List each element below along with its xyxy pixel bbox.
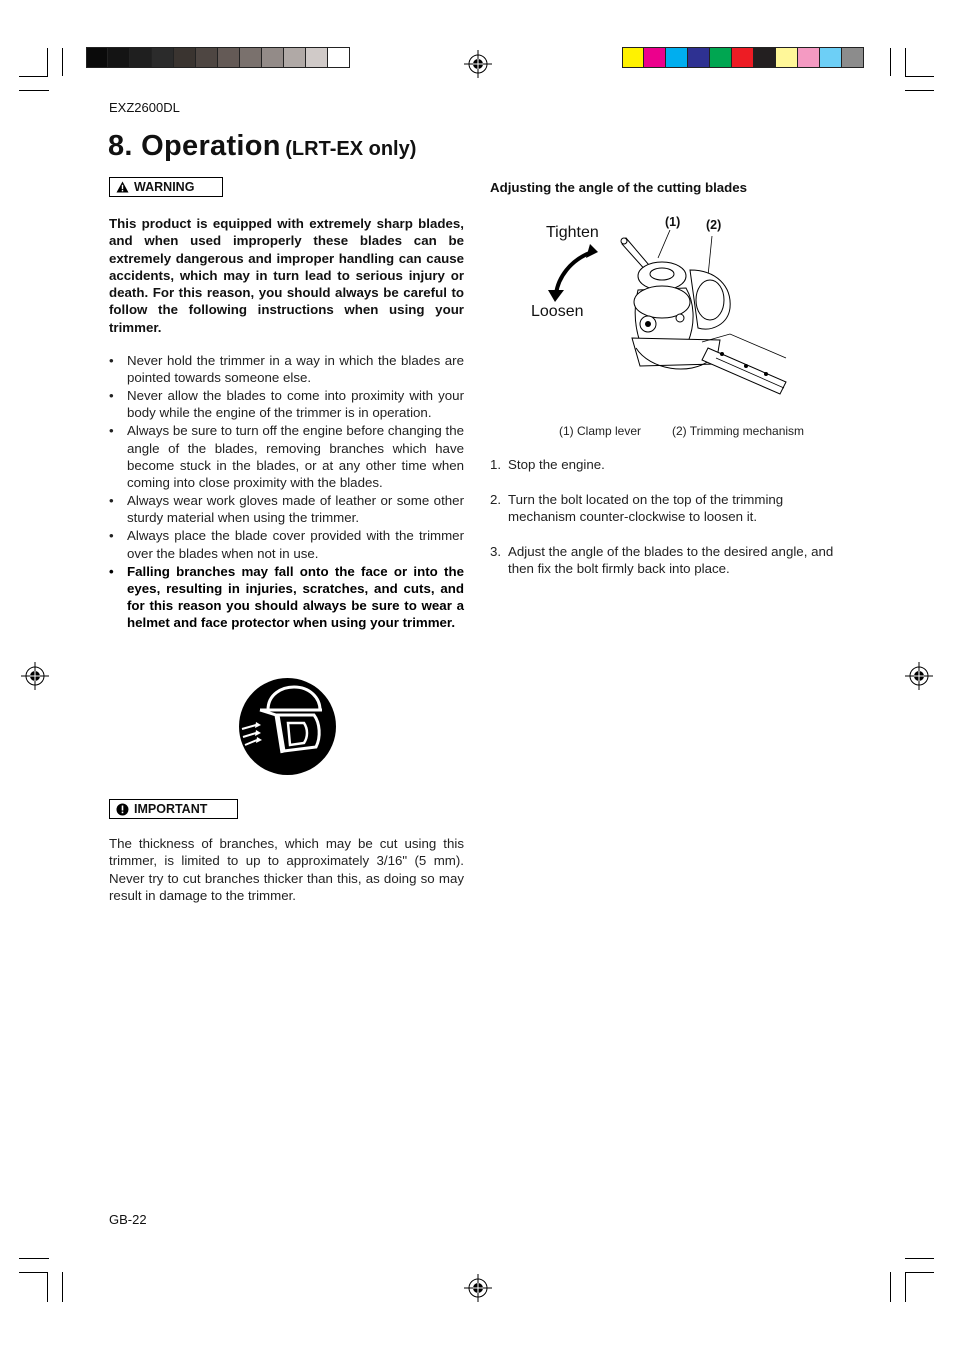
step-text: Adjust the angle of the blades to the desired angle, and then fix the bolt firmly back into place. (508, 543, 834, 576)
list-item (490, 491, 850, 526)
crop-mark (905, 76, 934, 77)
figure-label-tighten: Tighten (546, 224, 599, 241)
crop-mark (905, 1258, 934, 1259)
color-swatch (798, 47, 820, 68)
step-text: Stop the engine. (508, 457, 605, 472)
list-item: • Always be sure to turn off the engine before changing the angle of the blades, removing branches which have become stuck in the blades, or at any other time when coming into close proximity with the blades. (109, 422, 464, 491)
warning-list (109, 352, 464, 632)
registration-mark-icon (464, 50, 492, 78)
crop-mark (47, 48, 48, 76)
color-swatch (688, 47, 710, 68)
list-item: • Always place the blade cover provided with the trimmer over the blades when not in use. (109, 527, 464, 562)
clamp-lever-diagram (540, 230, 790, 410)
crop-mark (19, 1272, 48, 1273)
step-number: 1. (490, 457, 502, 472)
warning-triangle-icon (116, 181, 129, 193)
helmet-face-protector-icon (238, 677, 337, 776)
color-swatch (174, 47, 196, 68)
crop-mark (890, 1272, 891, 1302)
crop-mark (905, 48, 906, 76)
list-item (490, 456, 850, 474)
step-number: 2. (490, 491, 502, 507)
color-swatch (152, 47, 174, 68)
list-item: • Never hold the trimmer in a way in which the blades are pointed towards someone else. (109, 352, 464, 387)
color-swatch (622, 47, 644, 68)
warning-badge (109, 177, 223, 197)
section-heading: Adjusting the angle of the cutting blades (490, 180, 748, 195)
color-swatch (306, 47, 328, 68)
color-swatch (86, 47, 108, 68)
figure-label-loosen: Loosen (531, 303, 584, 320)
figure-caption-2: (2) Trimming mechanism (672, 424, 805, 438)
crop-mark (19, 1258, 49, 1259)
grayscale-calibration-bar (86, 47, 350, 68)
registration-mark-icon (21, 662, 49, 690)
important-text: The thickness of branches, which may be cut using this trimmer, is limited to up to approximately 3/16" (5 mm). Never try to cut branches thicker than this, as doing so may result in damage to the trimmer. (109, 836, 464, 903)
crop-mark (62, 48, 63, 76)
color-swatch (710, 47, 732, 68)
figure-caption-1: (1) Clamp lever (559, 424, 642, 438)
crop-mark (47, 1272, 48, 1302)
title-main: 8. Operation (108, 130, 281, 162)
color-swatch (842, 47, 864, 68)
exclamation-circle-icon (116, 803, 129, 816)
list-item (490, 543, 850, 578)
color-swatch (130, 47, 152, 68)
callout-2: (2) (706, 218, 722, 232)
crop-mark (890, 48, 891, 76)
color-swatch (218, 47, 240, 68)
list-item: • Always wear work gloves made of leather or some other sturdy material when using the trimmer. (109, 492, 464, 527)
color-swatch (284, 47, 306, 68)
color-swatch (754, 47, 776, 68)
callout-1: (1) (665, 215, 681, 229)
registration-mark-icon (905, 662, 933, 690)
color-swatch (196, 47, 218, 68)
title-sub: (LRT-EX only) (285, 138, 417, 160)
color-swatch (240, 47, 262, 68)
color-swatch (328, 47, 350, 68)
crop-mark (905, 90, 934, 91)
color-swatch (666, 47, 688, 68)
model-number: EXZ2600DL (109, 100, 180, 115)
warning-intro: This product is equipped with extremely sharp blades, and when used improperly these blades can be extremely dangerous and improper handling can cause accidents, which may in turn lead to serious injury or death. For this reason, you should always be careful to follow the following instructions when using your trimmer. (109, 216, 464, 335)
list-item: • Falling branches may fall onto the face or into the eyes, resulting in injuries, scratches, and cuts, and for this reason you should always be sure to wear a helmet and face protector when using your trimmer. (109, 563, 464, 632)
page-title (108, 130, 416, 163)
color-calibration-bar (622, 47, 864, 68)
step-text: Turn the bolt located on the top of the trimming mechanism counter-clockwise to loosen it. (508, 491, 784, 524)
registration-mark-icon (464, 1274, 492, 1302)
color-swatch (262, 47, 284, 68)
important-badge (109, 799, 238, 819)
crop-mark (19, 90, 49, 91)
color-swatch (644, 47, 666, 68)
list-item: • Never allow the blades to come into proximity with your body while the engine of the trimmer is in operation. (109, 387, 464, 422)
important-label: IMPORTANT (134, 802, 208, 816)
crop-mark (905, 1272, 906, 1302)
crop-mark (62, 1272, 63, 1302)
warning-label: WARNING (134, 180, 195, 194)
color-swatch (776, 47, 798, 68)
page-number: GB-22 (109, 1212, 147, 1227)
color-swatch (108, 47, 130, 68)
color-swatch (732, 47, 754, 68)
procedure-steps (490, 456, 850, 595)
step-number: 3. (490, 543, 502, 559)
crop-mark (19, 76, 48, 77)
crop-mark (905, 1272, 934, 1273)
color-swatch (820, 47, 842, 68)
